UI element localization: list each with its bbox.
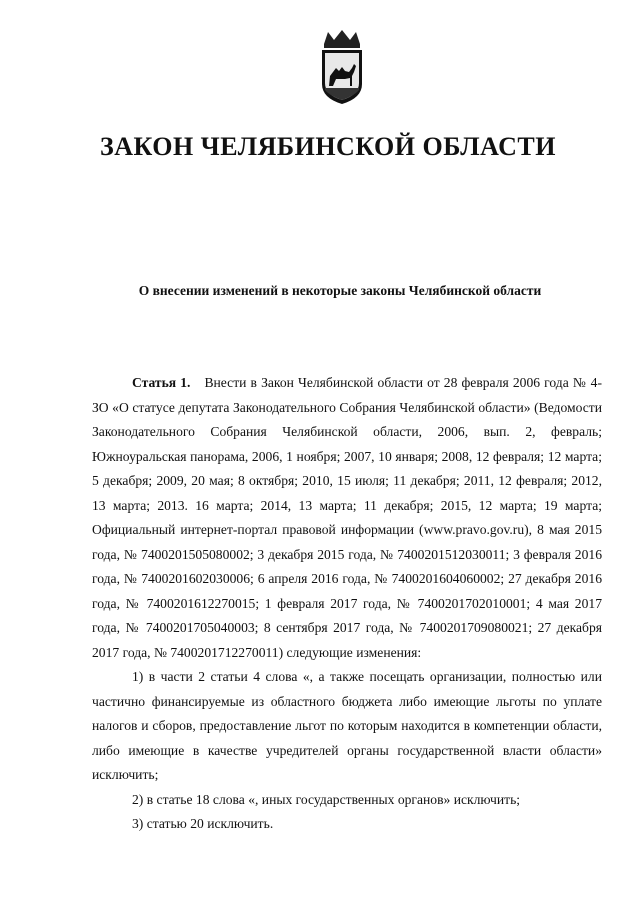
article-item-3: 3) статью 20 исключить.: [132, 816, 274, 831]
article-label: Статья 1.: [132, 375, 191, 390]
article-1-intro: [92, 371, 602, 665]
article-1-text: Внести в Закон Челябинской области от 28 февраля 2006 года № 4-ЗО «О статусе депутата Законодательного Собрания Челябинской области» (Ведомости Законодательного Собрания Челябинской области, 2006, вып. 2, февраль; Южноуральская панорама, 2006, 1 ноября; 2007, 10 января; 2008, 12 февраля; 12 марта; 5 декабря; 2009, 20 мая; 8 октября; 2010, 15 июля; 11 декабря; 2011, 12 февраля; 2012, 13 марта; 2013. 16 марта; 2014, 13 марта; 11 декабря; 2015, 12 марта; 19 марта; Официальный интернет-портал правовой информации (www.pravo.gov.ru), 8 мая 2015 года, № 7400201505080002; 3 декабря 2015 года, № 7400201512030011; 3 февраля 2016 года, № 7400201602030006; 6 апреля 2016 года, № 7400201604060002; 27 декабря 2016 года, № 7400201612270015; 1 февраля 2017 года, № 7400201702010001; 4 мая 2017 года, № 7400201705040003; 8 сентября 2017 года, № 7400201709080021; 27 декабря 2017 года, № 7400201712270011) следующие изменения:: [92, 375, 602, 660]
law-title: ЗАКОН ЧЕЛЯБИНСКОЙ ОБЛАСТИ: [100, 132, 556, 161]
chelyabinsk-coat-of-arms-icon: [314, 28, 370, 108]
article-item-2: 2) в статье 18 слова «, иных государственных органов» исключить;: [132, 791, 521, 807]
law-subtitle: О внесении изменений в некоторые законы Челябинской области: [138, 283, 542, 298]
article-1: [92, 371, 602, 837]
article-item-1: 1) в части 2 статьи 4 слова «, а также посещать организации, полностью или частично финансируемые из областного бюджета либо имеющие льготы по уплате налогов и сборов, предоставление льгот по которым находится в компетенции области, либо имеющие в качестве учредителей органы государственной власти области» исключить;: [92, 669, 602, 782]
